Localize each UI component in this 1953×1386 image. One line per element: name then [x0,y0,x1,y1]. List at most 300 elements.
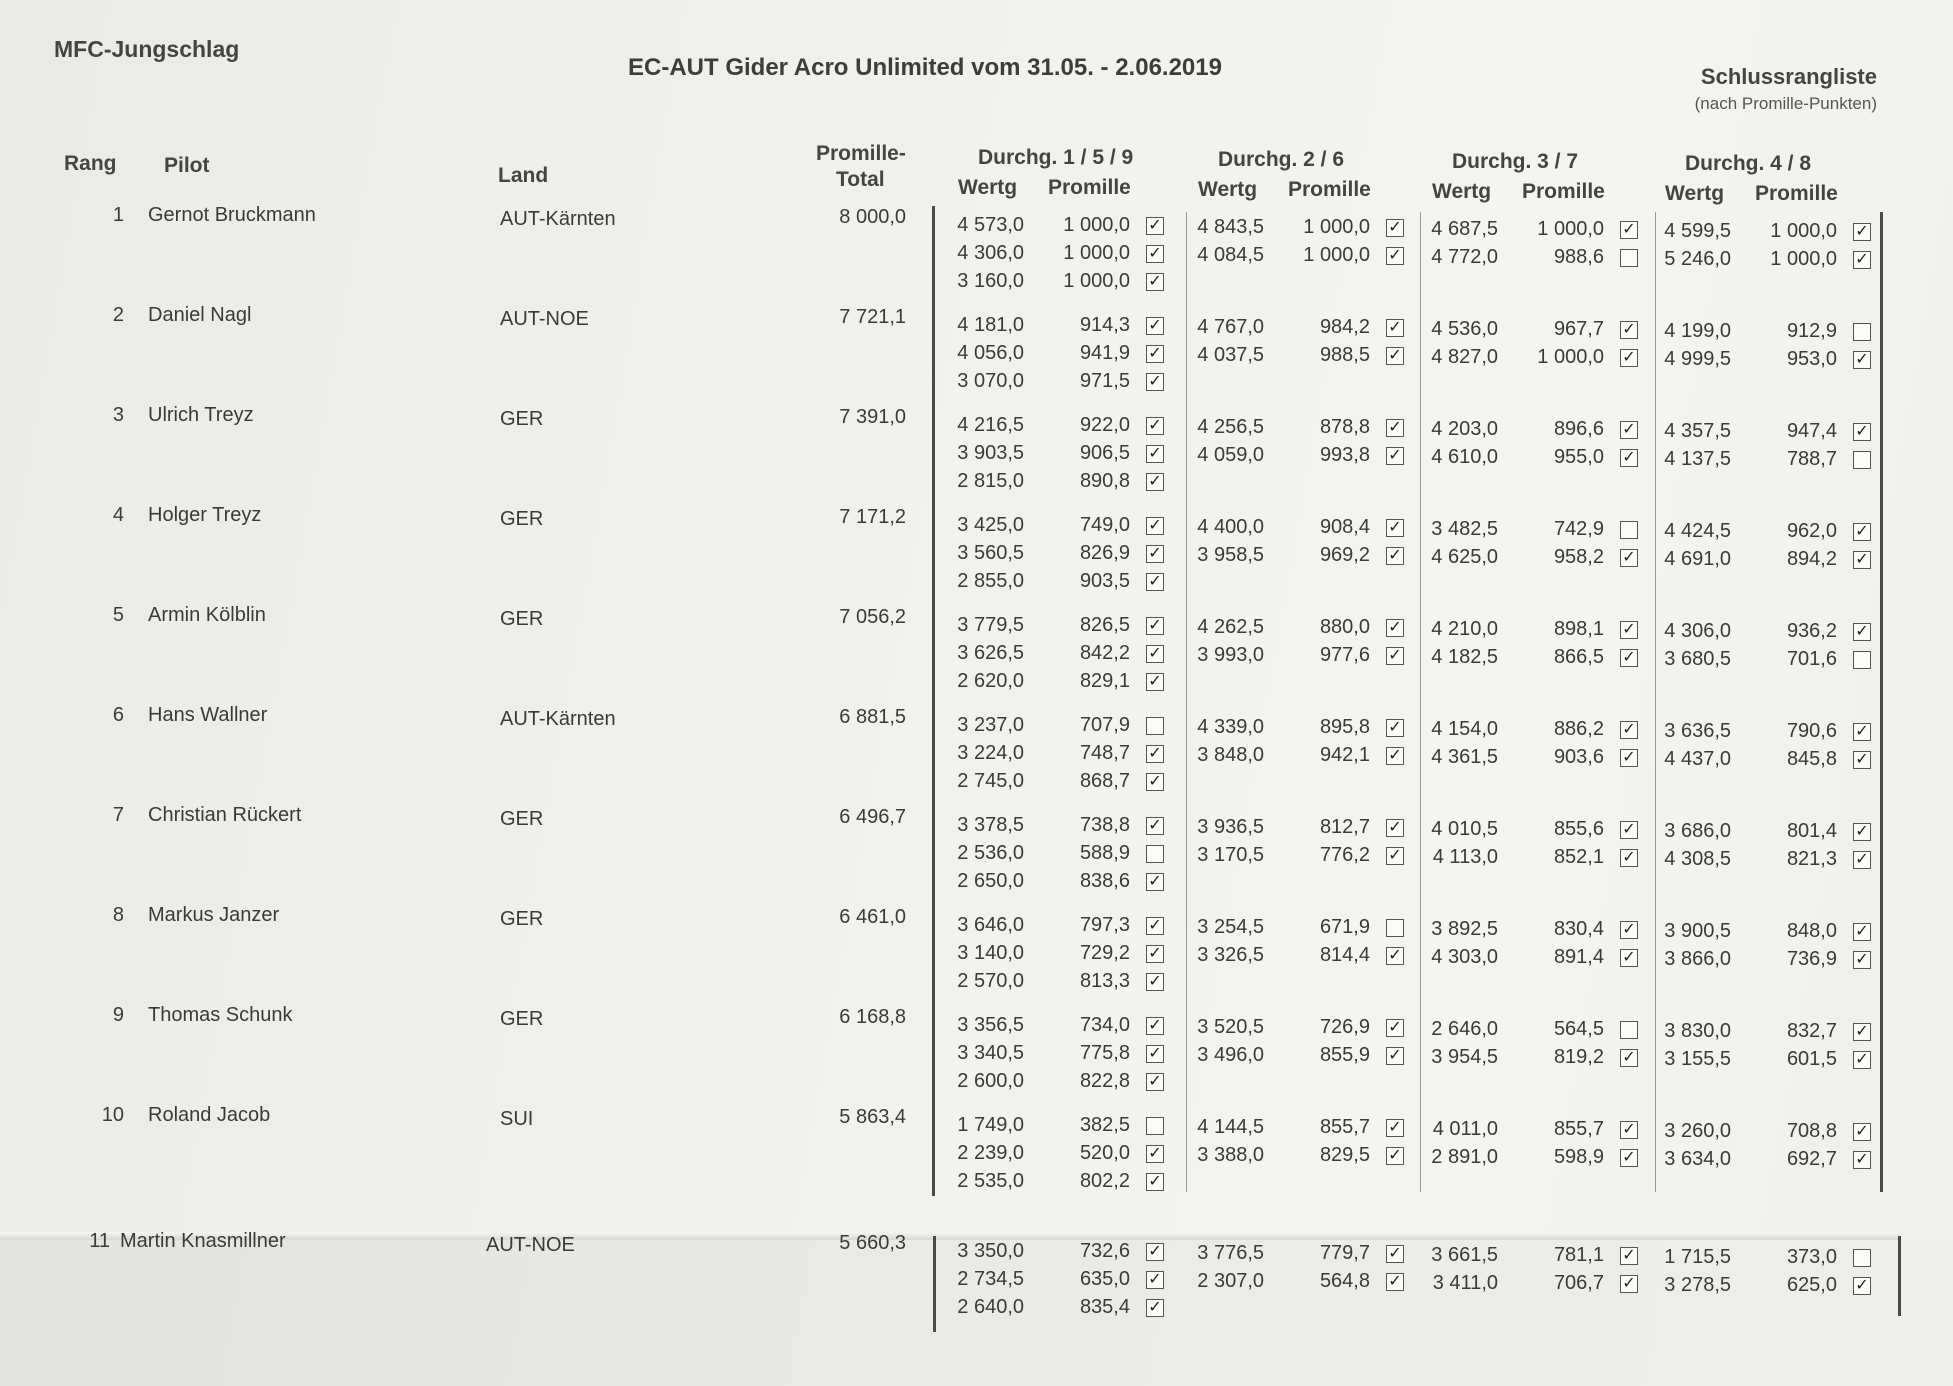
checkbox-checked[interactable]: ✓ [1386,719,1404,737]
checkbox-checked[interactable]: ✓ [1620,1049,1638,1067]
checkbox-checked[interactable]: ✓ [1620,849,1638,867]
rank-cell: 6 [112,704,124,726]
score-cell: 4 357,5 [1664,420,1731,442]
checkbox-checked[interactable]: ✓ [1620,1121,1638,1139]
checkbox-unchecked[interactable] [1853,1249,1871,1267]
score-cell: 3 560,5 [957,542,1024,564]
pilot-name-cell: Ulrich Treyz [148,404,254,426]
checkbox-checked[interactable]: ✓ [1386,1147,1404,1165]
score-cell: 4 084,5 [1197,244,1264,266]
score-cell: 3 260,0 [1664,1120,1731,1142]
score-cell: 3 224,0 [957,742,1024,764]
promille-cell: 830,4 [1553,918,1604,940]
country-cell: SUI [500,1108,534,1130]
promille-cell: 707,9 [1079,714,1130,736]
score-cell: 2 536,0 [957,842,1024,864]
checkbox-checked[interactable]: ✓ [1386,1019,1404,1037]
score-cell: 3 646,0 [957,914,1024,936]
promille-cell: 373,0 [1786,1246,1837,1268]
checkbox-checked[interactable]: ✓ [1620,221,1638,239]
score-cell: 3 356,5 [957,1014,1024,1036]
score-cell: 4 210,0 [1431,618,1498,640]
score-cell: 2 620,0 [957,670,1024,692]
promille-cell: 1 000,0 [1303,244,1370,266]
promille-cell: 625,0 [1786,1274,1837,1296]
promille-cell: 738,8 [1079,814,1130,836]
checkbox-checked[interactable]: ✓ [1620,549,1638,567]
checkbox-checked[interactable]: ✓ [1853,351,1871,369]
promille-cell: 988,6 [1553,246,1604,268]
total-cell: 7 721,1 [839,306,906,328]
total-cell: 7 391,0 [839,406,906,428]
promille-cell: 708,8 [1786,1120,1837,1142]
list-title-block [1695,64,1877,114]
score-cell: 4 216,5 [957,414,1024,436]
checkbox-checked[interactable]: ✓ [1386,1047,1404,1065]
promille-cell: 829,1 [1079,670,1130,692]
promille-cell: 855,6 [1553,818,1604,840]
score-cell: 3 278,5 [1664,1274,1731,1296]
pilot-name-cell: Daniel Nagl [148,304,252,326]
promille-cell: 880,0 [1319,616,1370,638]
checkbox-checked[interactable]: ✓ [1386,247,1404,265]
promille-cell: 564,5 [1553,1018,1604,1040]
score-cell: 4 999,5 [1664,348,1731,370]
pilot-header: Pilot [164,154,210,177]
round-header: Durchg. 3 / 7 [1452,150,1579,173]
score-cell: 3 830,0 [1664,1020,1731,1042]
club-name: MFC-Jungschlag [54,36,240,62]
country-cell: GER [500,608,544,630]
promille-subheader: Promille [1522,180,1605,203]
checkbox-checked[interactable]: ✓ [1146,545,1164,563]
promille-cell: 520,0 [1079,1142,1130,1164]
checkbox-checked[interactable]: ✓ [1620,349,1638,367]
promille-cell: 814,4 [1319,944,1370,966]
score-cell: 4 610,0 [1431,446,1498,468]
checkbox-checked[interactable]: ✓ [1146,573,1164,591]
checkbox-checked[interactable]: ✓ [1146,373,1164,391]
total-cell: 5 863,4 [839,1106,906,1128]
promille-cell: 732,6 [1079,1240,1130,1262]
total-cell: 6 496,7 [839,806,906,828]
pilot-name-cell: Thomas Schunk [148,1004,293,1026]
checkbox-checked[interactable]: ✓ [1146,1271,1164,1289]
promille-cell: 842,2 [1079,642,1130,664]
score-cell: 2 855,0 [957,570,1024,592]
promille-subheader: Promille [1288,178,1371,201]
promille-cell: 984,2 [1319,316,1370,338]
promille-cell: 382,5 [1079,1114,1130,1136]
score-cell: 3 378,5 [957,814,1024,836]
score-cell: 3 993,0 [1197,644,1264,666]
checkbox-checked[interactable]: ✓ [1146,917,1164,935]
checkbox-checked[interactable]: ✓ [1146,417,1164,435]
total-header-line1: Promille- [816,142,906,165]
score-cell: 2 815,0 [957,470,1024,492]
score-cell: 3 892,5 [1431,918,1498,940]
promille-cell: 936,2 [1786,620,1837,642]
checkbox-checked[interactable]: ✓ [1386,347,1404,365]
round-header: Durchg. 4 / 8 [1685,152,1812,175]
promille-cell: 903,5 [1079,570,1130,592]
rank-cell: 8 [112,904,124,926]
score-cell: 3 848,0 [1197,744,1264,766]
checkbox-checked[interactable]: ✓ [1146,1045,1164,1063]
pilot-name-cell: Gernot Bruckmann [148,204,316,226]
checkbox-checked[interactable]: ✓ [1146,1073,1164,1091]
score-cell: 2 239,0 [957,1142,1024,1164]
checkbox-checked[interactable]: ✓ [1146,973,1164,991]
score-cell: 4 306,0 [957,242,1024,264]
score-cell: 3 326,5 [1197,944,1264,966]
score-cell: 4 599,5 [1664,220,1731,242]
pilot-name-cell: Markus Janzer [148,904,280,926]
score-subheader: Wertg [1198,178,1258,201]
checkbox-checked[interactable]: ✓ [1620,749,1638,767]
promille-cell: 1 000,0 [1063,242,1130,264]
promille-cell: 588,9 [1079,842,1130,864]
score-cell: 3 686,0 [1664,820,1731,842]
score-cell: 3 680,5 [1664,648,1731,670]
checkbox-checked[interactable]: ✓ [1853,923,1871,941]
checkbox-checked[interactable]: ✓ [1386,619,1404,637]
promille-cell: 788,7 [1786,448,1837,470]
total-cell: 6 881,5 [839,706,906,728]
checkbox-checked[interactable]: ✓ [1620,821,1638,839]
checkbox-checked[interactable]: ✓ [1620,649,1638,667]
country-cell: AUT-NOE [500,308,589,330]
score-cell: 4 303,0 [1431,946,1498,968]
checkbox-checked[interactable]: ✓ [1853,423,1871,441]
country-cell: GER [500,808,544,830]
score-cell: 4 339,0 [1197,716,1264,738]
score-cell: 4 767,0 [1197,316,1264,338]
total-cell: 8 000,0 [839,206,906,228]
checkbox-checked[interactable]: ✓ [1853,823,1871,841]
promille-cell: 903,6 [1553,746,1604,768]
promille-cell: 941,9 [1079,342,1130,364]
checkbox-checked[interactable]: ✓ [1620,721,1638,739]
promille-cell: 953,0 [1786,348,1837,370]
checkbox-checked[interactable]: ✓ [1386,519,1404,537]
checkbox-checked[interactable]: ✓ [1146,273,1164,291]
score-cell: 4 056,0 [957,342,1024,364]
score-cell: 4 199,0 [1664,320,1731,342]
promille-cell: 848,0 [1786,920,1837,942]
total-cell: 6 168,8 [839,1006,906,1028]
promille-cell: 822,8 [1079,1070,1130,1092]
promille-cell: 993,8 [1319,444,1370,466]
promille-cell: 790,6 [1786,720,1837,742]
promille-cell: 896,6 [1553,418,1604,440]
promille-cell: 813,3 [1079,970,1130,992]
promille-cell: 878,8 [1319,416,1370,438]
promille-cell: 1 000,0 [1063,270,1130,292]
score-cell: 2 646,0 [1431,1018,1498,1040]
checkbox-checked[interactable]: ✓ [1620,449,1638,467]
score-cell: 3 350,0 [957,1240,1024,1262]
checkbox-checked[interactable]: ✓ [1386,1119,1404,1137]
checkbox-checked[interactable]: ✓ [1620,1247,1638,1265]
promille-cell: 988,5 [1319,344,1370,366]
promille-cell: 734,0 [1079,1014,1130,1036]
score-cell: 4 010,5 [1431,818,1498,840]
checkbox-checked[interactable]: ✓ [1620,1149,1638,1167]
checkbox-checked[interactable]: ✓ [1146,945,1164,963]
score-cell: 4 306,0 [1664,620,1731,642]
promille-cell: 1 000,0 [1537,346,1604,368]
checkbox-checked[interactable]: ✓ [1146,217,1164,235]
checkbox-checked[interactable]: ✓ [1146,1243,1164,1261]
promille-cell: 775,8 [1079,1042,1130,1064]
promille-cell: 845,8 [1786,748,1837,770]
checkbox-checked[interactable]: ✓ [1386,1245,1404,1263]
score-cell: 3 776,5 [1197,1242,1264,1264]
checkbox-checked[interactable]: ✓ [1146,1017,1164,1035]
score-cell: 3 482,5 [1431,518,1498,540]
pilot-name-cell: Christian Rückert [148,804,302,826]
score-cell: 3 411,0 [1432,1272,1498,1294]
score-cell: 3 160,0 [957,270,1024,292]
promille-cell: 855,7 [1553,1118,1604,1140]
score-cell: 4 181,0 [957,314,1024,336]
checkbox-checked[interactable]: ✓ [1146,317,1164,335]
score-cell: 4 400,0 [1197,516,1264,538]
promille-cell: 947,4 [1786,420,1837,442]
score-cell: 2 650,0 [957,870,1024,892]
checkbox-checked[interactable]: ✓ [1146,517,1164,535]
checkbox-checked[interactable]: ✓ [1620,1275,1638,1293]
rank-cell: 5 [112,604,124,626]
checkbox-checked[interactable]: ✓ [1620,949,1638,967]
checkbox-checked[interactable]: ✓ [1146,773,1164,791]
promille-cell: 1 000,0 [1770,248,1837,270]
checkbox-checked[interactable]: ✓ [1146,473,1164,491]
score-cell: 4 536,0 [1431,318,1498,340]
score-cell: 3 388,0 [1197,1144,1264,1166]
total-header-line2: Total [836,168,885,191]
country-cell: AUT-Kärnten [500,708,616,730]
score-cell: 3 496,0 [1197,1044,1264,1066]
score-cell: 3 340,5 [957,1042,1024,1064]
rank-cell: 1 [112,204,124,226]
promille-subheader: Promille [1755,182,1838,205]
pilot-name-cell: Martin Knasmillner [120,1230,286,1252]
promille-cell: 958,2 [1553,546,1604,568]
score-cell: 3 254,5 [1197,916,1264,938]
checkbox-checked[interactable]: ✓ [1620,621,1638,639]
promille-cell: 821,3 [1786,848,1837,870]
pilot-name-cell: Holger Treyz [148,504,262,526]
promille-cell: 819,2 [1553,1046,1604,1068]
score-cell: 3 900,5 [1664,920,1731,942]
score-cell: 1 749,0 [957,1114,1024,1136]
score-cell: 4 037,5 [1197,344,1264,366]
round-header: Durchg. 2 / 6 [1218,148,1345,171]
checkbox-checked[interactable]: ✓ [1386,219,1404,237]
checkbox-checked[interactable]: ✓ [1146,645,1164,663]
score-cell: 2 600,0 [957,1070,1024,1092]
promille-cell: 826,9 [1079,542,1130,564]
checkbox-checked[interactable]: ✓ [1853,723,1871,741]
score-cell: 4 262,5 [1197,616,1264,638]
score-cell: 3 626,5 [957,642,1024,664]
score-cell: 3 237,0 [957,714,1024,736]
score-cell: 4 182,5 [1431,646,1498,668]
promille-cell: 914,3 [1079,314,1130,336]
country-cell: GER [500,1008,544,1030]
checkbox-checked[interactable]: ✓ [1853,551,1871,569]
promille-subheader: Promille [1048,176,1131,199]
promille-cell: 868,7 [1079,770,1130,792]
checkbox-checked[interactable]: ✓ [1853,751,1871,769]
score-cell: 3 634,0 [1664,1148,1731,1170]
promille-cell: 729,2 [1079,942,1130,964]
checkbox-checked[interactable]: ✓ [1386,847,1404,865]
checkbox-checked[interactable]: ✓ [1386,419,1404,437]
country-cell: GER [500,908,544,930]
promille-cell: 967,7 [1553,318,1604,340]
promille-cell: 701,6 [1786,648,1837,670]
score-cell: 3 520,5 [1197,1016,1264,1038]
promille-cell: 776,2 [1319,844,1370,866]
score-cell: 3 425,0 [957,514,1024,536]
checkbox-checked[interactable]: ✓ [1853,623,1871,641]
promille-cell: 977,6 [1319,644,1370,666]
score-cell: 4 203,0 [1431,418,1498,440]
promille-cell: 829,5 [1319,1144,1370,1166]
column-separator [1898,1236,1901,1316]
score-cell: 4 154,0 [1431,718,1498,740]
checkbox-checked[interactable]: ✓ [1146,617,1164,635]
checkbox-checked[interactable]: ✓ [1386,647,1404,665]
promille-cell: 671,9 [1319,916,1370,938]
checkbox-checked[interactable]: ✓ [1146,1145,1164,1163]
promille-cell: 891,4 [1553,946,1604,968]
checkbox-checked[interactable]: ✓ [1386,447,1404,465]
promille-cell: 886,2 [1553,718,1604,740]
checkbox-checked[interactable]: ✓ [1146,1173,1164,1191]
score-cell: 4 011,0 [1432,1118,1498,1140]
checkbox-checked[interactable]: ✓ [1853,1277,1871,1295]
promille-cell: 898,1 [1553,618,1604,640]
event-title: EC-AUT Gider Acro Unlimited vom 31.05. - 2.06.2019 [628,54,1222,81]
score-subheader: Wertg [1665,182,1725,205]
promille-cell: 1 000,0 [1303,216,1370,238]
score-subheader: Wertg [1432,180,1492,203]
score-cell: 4 113,0 [1432,846,1498,868]
score-cell: 3 936,5 [1197,816,1264,838]
rank-header: Rang [64,152,117,175]
checkbox-checked[interactable]: ✓ [1386,747,1404,765]
score-cell: 2 891,0 [1431,1146,1498,1168]
score-cell: 2 640,0 [957,1296,1024,1318]
promille-cell: 895,8 [1319,716,1370,738]
checkbox-checked[interactable]: ✓ [1386,319,1404,337]
promille-cell: 826,5 [1079,614,1130,636]
promille-cell: 890,8 [1079,470,1130,492]
checkbox-checked[interactable]: ✓ [1146,445,1164,463]
score-cell: 3 070,0 [957,370,1024,392]
score-cell: 2 307,0 [1197,1270,1264,1292]
score-cell: 4 256,5 [1197,416,1264,438]
score-cell: 1 715,5 [1664,1246,1731,1268]
list-subtitle: (nach Promille-Punkten) [1694,94,1877,113]
checkbox-checked[interactable]: ✓ [1146,345,1164,363]
score-cell: 2 570,0 [957,970,1024,992]
rank-cell: 9 [112,1004,124,1026]
promille-cell: 866,5 [1553,646,1604,668]
rank-cell: 4 [112,504,124,526]
promille-cell: 969,2 [1319,544,1370,566]
checkbox-unchecked[interactable] [1853,451,1871,469]
checkbox-checked[interactable]: ✓ [1620,421,1638,439]
promille-cell: 598,9 [1553,1146,1604,1168]
score-cell: 4 059,0 [1197,444,1264,466]
checkbox-checked[interactable]: ✓ [1386,1273,1404,1291]
promille-cell: 692,7 [1786,1148,1837,1170]
promille-cell: 801,4 [1786,820,1837,842]
country-cell: AUT-NOE [486,1234,575,1256]
checkbox-checked[interactable]: ✓ [1853,851,1871,869]
checkbox-checked[interactable]: ✓ [1853,1023,1871,1041]
promille-cell: 838,6 [1079,870,1130,892]
promille-cell: 1 000,0 [1537,218,1604,240]
checkbox-checked[interactable]: ✓ [1146,817,1164,835]
rank-cell: 7 [112,804,124,826]
score-cell: 4 308,5 [1664,848,1731,870]
checkbox-unchecked[interactable] [1853,323,1871,341]
checkbox-checked[interactable]: ✓ [1853,523,1871,541]
checkbox-checked[interactable]: ✓ [1853,223,1871,241]
checkbox-checked[interactable]: ✓ [1853,1051,1871,1069]
checkbox-checked[interactable]: ✓ [1853,251,1871,269]
checkbox-checked[interactable]: ✓ [1146,873,1164,891]
promille-cell: 852,1 [1553,846,1604,868]
score-cell: 2 745,0 [957,770,1024,792]
checkbox-checked[interactable]: ✓ [1386,947,1404,965]
pilot-name-cell: Armin Kölblin [148,604,266,626]
promille-cell: 962,0 [1786,520,1837,542]
checkbox-checked[interactable]: ✓ [1146,745,1164,763]
promille-cell: 855,9 [1319,1044,1370,1066]
score-cell: 4 687,5 [1431,218,1498,240]
promille-cell: 749,0 [1079,514,1130,536]
promille-cell: 802,2 [1079,1170,1130,1192]
checkbox-checked[interactable]: ✓ [1146,245,1164,263]
checkbox-checked[interactable]: ✓ [1386,819,1404,837]
total-cell: 7 171,2 [839,506,906,528]
checkbox-checked[interactable]: ✓ [1853,1123,1871,1141]
checkbox-checked[interactable]: ✓ [1146,673,1164,691]
total-cell: 6 461,0 [839,906,906,928]
checkbox-checked[interactable]: ✓ [1386,547,1404,565]
checkbox-checked[interactable]: ✓ [1853,951,1871,969]
column-separator [1880,212,1883,1192]
checkbox-unchecked[interactable] [1853,651,1871,669]
checkbox-checked[interactable]: ✓ [1620,321,1638,339]
score-cell: 4 827,0 [1431,346,1498,368]
promille-cell: 1 000,0 [1063,214,1130,236]
checkbox-checked[interactable]: ✓ [1853,1151,1871,1169]
checkbox-checked[interactable]: ✓ [1146,1299,1164,1317]
promille-cell: 748,7 [1079,742,1130,764]
score-cell: 3 636,5 [1664,720,1731,742]
round-header: Durchg. 1 / 5 / 9 [978,146,1134,169]
checkbox-checked[interactable]: ✓ [1620,921,1638,939]
promille-cell: 835,4 [1079,1296,1130,1318]
